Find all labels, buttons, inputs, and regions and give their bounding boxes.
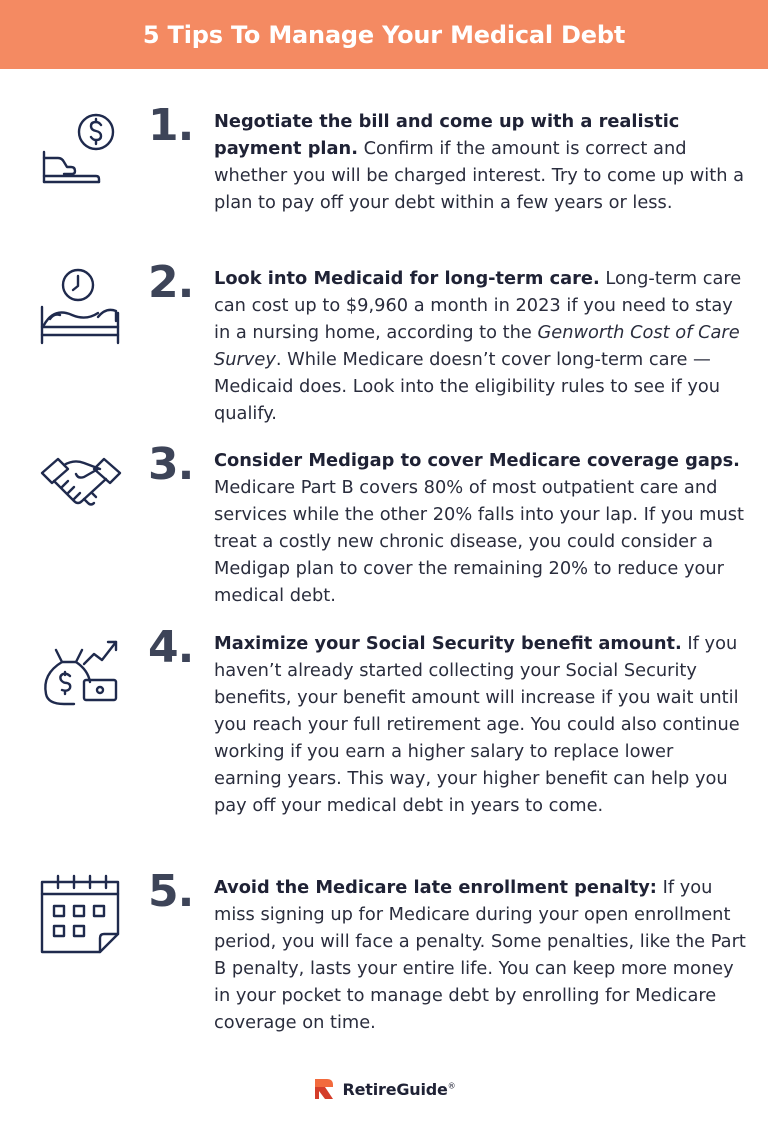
tip-description: Medicare Part B covers 80% of most outpatient care and services while the other 20% falls into your lap. If you must treat a costly new chronic disease, you could consider a Medigap plan to cover the remaining 20% to reduce your medical debt. bbox=[214, 477, 744, 606]
tip-body bbox=[214, 874, 746, 1036]
tip-lead: Consider Medigap to cover Medicare coverage gaps. bbox=[214, 450, 740, 471]
money-bag-growth-icon bbox=[40, 630, 122, 712]
retireguide-logo-icon bbox=[313, 1077, 335, 1101]
tip-body bbox=[214, 265, 746, 427]
money-hand-icon bbox=[40, 108, 122, 190]
registered-mark: ® bbox=[447, 1081, 456, 1091]
tip-body bbox=[214, 630, 746, 819]
tip-body bbox=[214, 447, 746, 609]
tip-source-title: Genworth Cost of Care Survey bbox=[214, 322, 740, 370]
handshake-icon bbox=[40, 447, 122, 529]
tip-lead: Negotiate the bill and come up with a realistic payment plan. bbox=[214, 111, 680, 159]
tip-body bbox=[214, 108, 746, 216]
tip-description: If you miss signing up for Medicare during your open enrollment period, you will face a penalty. Some penalties, like the Part B penalty, lasts your entire life. You can keep more money in your pocket to manage debt by enrolling for Medicare coverage on time. bbox=[214, 877, 746, 1033]
brand-text: RetireGuide bbox=[342, 1079, 448, 1099]
page-title: 5 Tips To Manage Your Medical Debt bbox=[142, 20, 626, 49]
tip-lead: Avoid the Medicare late enrollment penalty: bbox=[214, 877, 657, 898]
tip-number: 1. bbox=[148, 100, 194, 151]
calendar-icon bbox=[40, 874, 122, 956]
footer-brand bbox=[0, 1074, 768, 1104]
tip-number: 4. bbox=[148, 622, 194, 673]
tip-number: 2. bbox=[148, 257, 194, 308]
tip-description: If you haven’t already started collecting your Social Security benefits, your benefit amount will increase if you wait until you reach your full retirement age. You could also continue working if you earn a higher salary to replace lower earning years. This way, your higher benefit can help you pay off your medical debt in years to come. bbox=[214, 633, 740, 816]
tip-description-b: . While Medicare doesn’t cover long-term care — Medicaid does. Look into the eligibility rules to see if you qualify. bbox=[214, 349, 721, 424]
tip-description-a: Long-term care can cost up to $9,960 a month in 2023 if you need to stay in a nursing home, according to the bbox=[214, 268, 742, 343]
header-banner bbox=[0, 0, 768, 69]
brand-name bbox=[343, 1080, 456, 1099]
tip-number: 3. bbox=[148, 439, 194, 490]
tip-number: 5. bbox=[148, 866, 194, 917]
tip-lead: Maximize your Social Security benefit amount. bbox=[214, 633, 682, 654]
tip-description: Confirm if the amount is correct and whether you will be charged interest. Try to come up with a plan to pay off your debt within a few years or less. bbox=[214, 138, 745, 213]
tip-lead: Look into Medicaid for long-term care. bbox=[214, 268, 600, 289]
clock-bed-icon bbox=[40, 265, 122, 347]
